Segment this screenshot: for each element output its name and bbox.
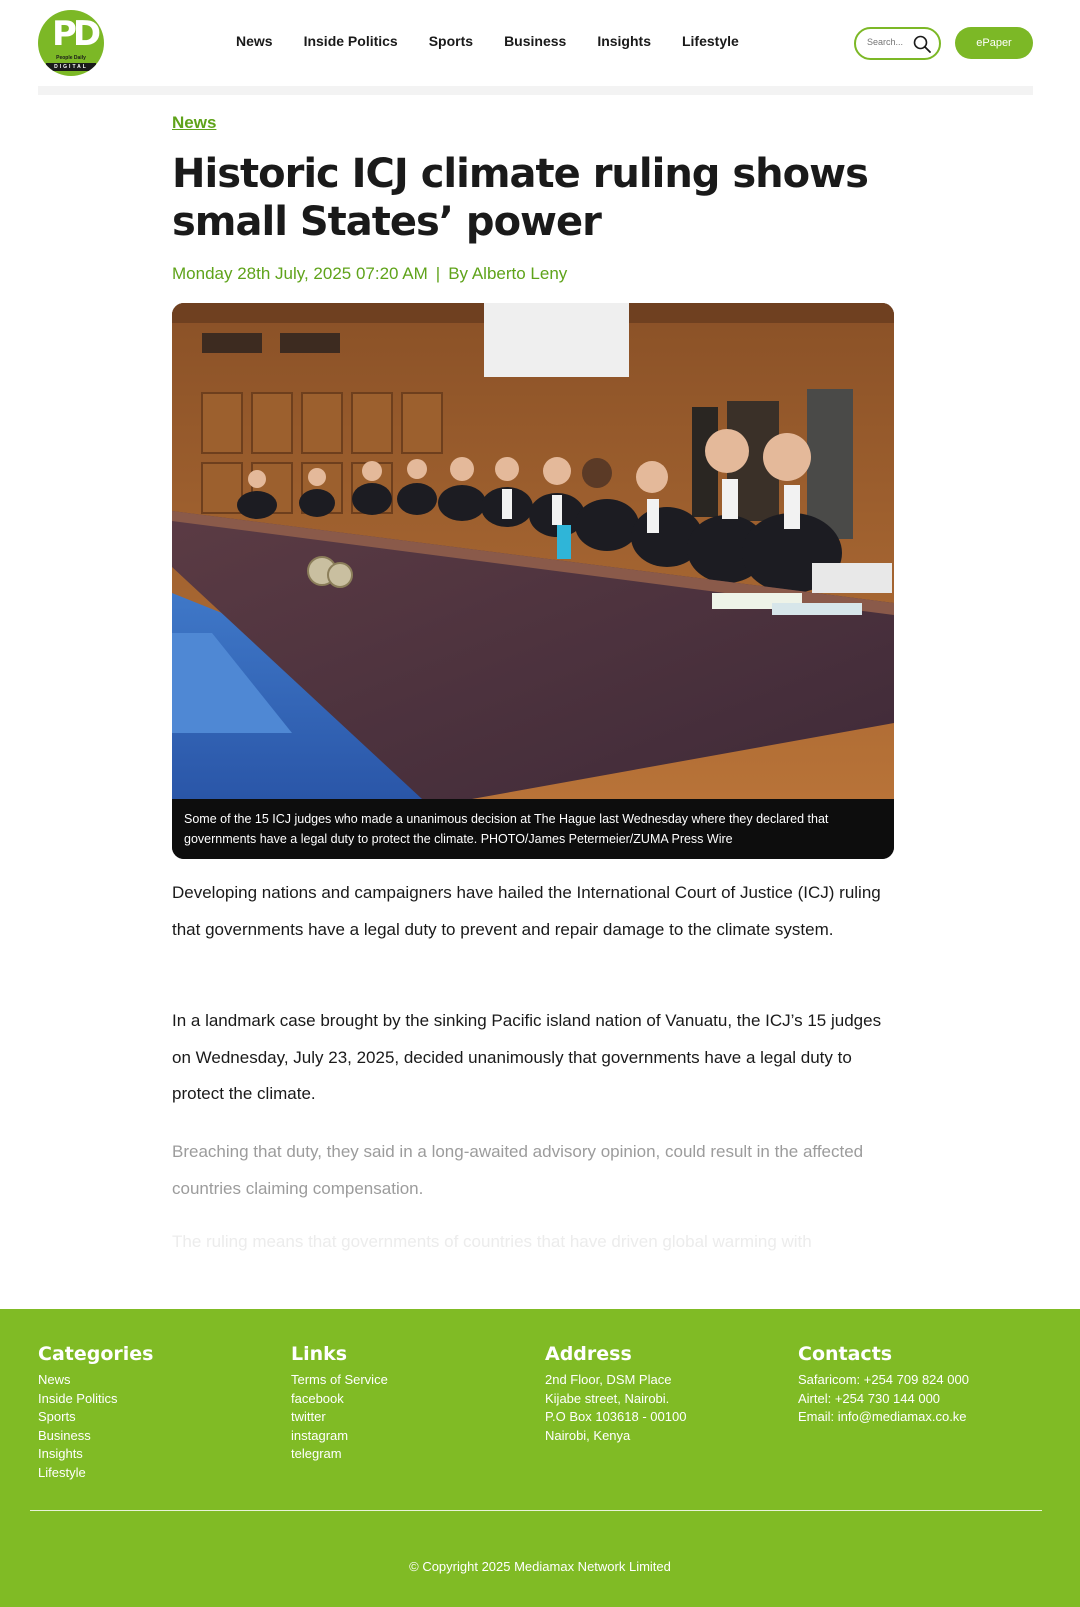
article-paragraph-faded: The ruling means that governments of countries that have driven global warming with (172, 1232, 812, 1251)
article-photo (172, 303, 894, 799)
nav-item-business[interactable]: Business (504, 33, 567, 49)
nav-item-news[interactable]: News (236, 33, 273, 49)
main-nav (236, 33, 770, 49)
nav-item-lifestyle[interactable]: Lifestyle (681, 33, 739, 49)
address-line: P.O Box 103618 - 00100 (545, 1409, 687, 1425)
footer-link-business[interactable]: Business (38, 1427, 91, 1443)
footer-link-inside-politics[interactable]: Inside Politics (38, 1390, 118, 1406)
footer-divider (30, 1510, 1042, 1511)
footer-heading: Links (291, 1343, 348, 1365)
footer-link-telegram[interactable]: telegram (291, 1446, 342, 1462)
contact-line: Airtel: +254 730 144 000 (798, 1390, 941, 1406)
article-paragraph: In a landmark case brought by the sinking Pacific island nation of Vanuatu, the ICJ’s 15 judges on Wednesday, July 23, 2025, decided unanimously that governments have a legal duty to protect the climate. (172, 1011, 882, 1103)
footer-heading: Contacts (798, 1343, 893, 1365)
footer-link-insights[interactable]: Insights (38, 1446, 83, 1462)
article-date: Monday 28th July, 2025 07:20 AM (172, 264, 428, 283)
site-logo[interactable] (38, 10, 104, 76)
meta-separator: | (435, 264, 441, 283)
nav-item-inside-politics[interactable]: Inside Politics (303, 33, 398, 49)
address-line: Nairobi, Kenya (545, 1427, 631, 1443)
article-figure (172, 303, 894, 859)
epaper-button[interactable]: ePaper (955, 27, 1033, 59)
footer-heading: Categories (38, 1343, 154, 1365)
article-paragraph-faded: Breaching that duty, they said in a long-awaited advisory opinion, could result in the affected countries claiming compensation. (172, 1142, 864, 1198)
article-meta (172, 264, 567, 284)
address-line: Kijabe street, Nairobi. (545, 1390, 670, 1406)
search-icon[interactable] (912, 34, 932, 54)
footer-link-sports[interactable]: Sports (38, 1409, 76, 1425)
search-input[interactable] (867, 37, 917, 47)
footer-link-terms[interactable]: Terms of Service (291, 1372, 388, 1387)
article-byline: By Alberto Leny (448, 264, 568, 283)
footer-link-news[interactable]: News (38, 1372, 71, 1387)
footer-link-lifestyle[interactable]: Lifestyle (38, 1464, 86, 1480)
header-divider (38, 86, 1033, 95)
footer-link-facebook[interactable]: facebook (291, 1390, 344, 1406)
footer-link-twitter[interactable]: twitter (291, 1409, 326, 1425)
article-paragraph: Developing nations and campaigners have hailed the International Court of Justice (ICJ) ruling that governments have a legal duty to prevent and repair damage to the climate system. (172, 883, 881, 939)
site-header (0, 0, 1080, 86)
article-category-link[interactable]: News (172, 113, 217, 132)
contact-line: Safaricom: +254 709 824 000 (798, 1372, 969, 1387)
logo-band: DIGITAL (46, 63, 96, 71)
nav-item-sports[interactable]: Sports (428, 33, 474, 49)
address-line: 2nd Floor, DSM Place (545, 1372, 672, 1387)
footer-heading: Address (545, 1343, 632, 1365)
nav-item-insights[interactable]: Insights (597, 33, 651, 49)
logo-tagline: People Daily (56, 55, 86, 61)
footer-categories (38, 1343, 153, 1483)
logo-letters: PD (52, 14, 98, 54)
article-title: Historic ICJ climate ruling shows small States’ power (172, 151, 868, 245)
contact-line: Email: info@mediamax.co.ke (798, 1409, 967, 1425)
footer-contacts (798, 1343, 969, 1427)
photo-caption: Some of the 15 ICJ judges who made a unanimous decision at The Hague last Wednesday where they declared that governments have a legal duty to protect the climate. PHOTO/James Petermeier/ZUMA Press Wire (172, 799, 894, 859)
footer-link-instagram[interactable]: instagram (291, 1427, 349, 1443)
copyright-text: © Copyright 2025 Mediamax Network Limited (409, 1559, 671, 1574)
footer-address (545, 1343, 686, 1445)
site-footer (0, 1309, 1080, 1607)
footer-links (291, 1343, 388, 1464)
search-box[interactable] (854, 27, 941, 60)
